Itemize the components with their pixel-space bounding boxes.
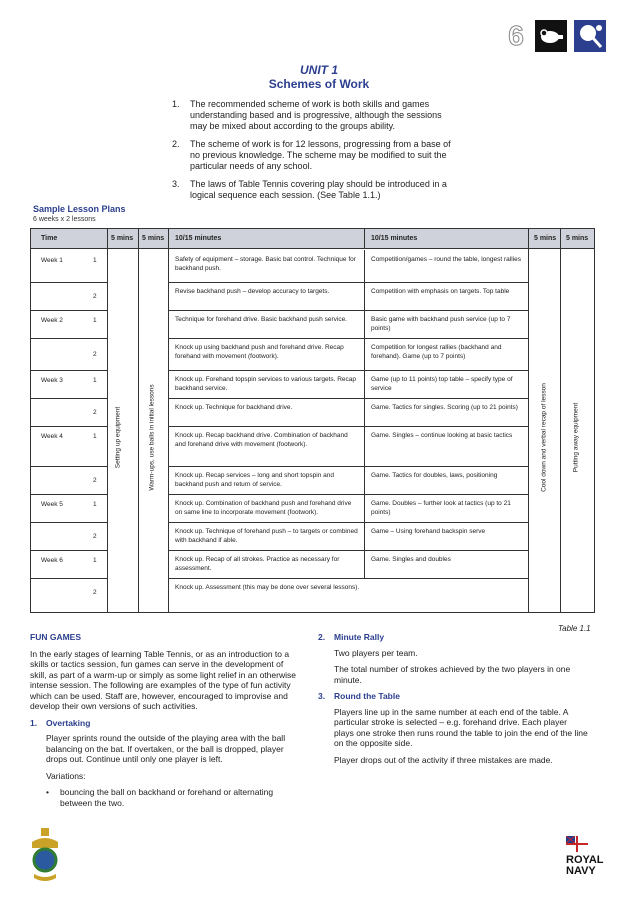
lesson-number: 1	[93, 377, 97, 384]
intro-item	[172, 99, 457, 132]
table-row	[31, 578, 594, 606]
activity-a-cell: Safety of equipment – storage. Basic bat control. Technique for backhand push.	[175, 256, 356, 272]
column-divider	[364, 522, 365, 550]
lesson-number: 2	[93, 351, 97, 358]
game-minute-rally-text: Two players per team.	[334, 647, 418, 658]
game-overtaking-heading	[30, 718, 300, 729]
activity-a-cell: Revise backhand push – develop accuracy to targets.	[175, 288, 330, 295]
week-label: Week 4	[41, 433, 63, 440]
activity-b-cell: Game. Tactics for singles. Scoring (up to 21 points)	[371, 404, 518, 411]
lesson-number: 1	[93, 257, 97, 264]
activity-b-cell: Game. Singles and doubles	[371, 556, 451, 563]
table-row	[31, 338, 594, 370]
table-row	[31, 550, 594, 578]
lesson-number: 2	[93, 409, 97, 416]
column-divider	[364, 282, 365, 310]
lesson-number: 2	[93, 589, 97, 596]
activity-b-cell: Game (up to 11 points) top table – specify type of service	[371, 376, 513, 392]
header-5mins-setup: 5 mins	[111, 235, 134, 242]
brand-line: ROYAL	[566, 854, 604, 866]
table-row	[31, 494, 594, 522]
unit-title: UNIT 1	[299, 63, 338, 77]
week-label: Week 3	[41, 377, 63, 384]
column-divider	[364, 550, 365, 578]
warmups-label: Warm-ups, use balls in initial lessons	[148, 384, 156, 491]
lesson-number: 1	[93, 433, 97, 440]
paddle-ball-icon	[574, 20, 606, 52]
activity-b-cell: Game. Doubles – further look at tactics (up to 21 points)	[371, 500, 511, 516]
intro-item-text: The scheme of work is for 12 lessons, progressing from a base of no previous knowledge. The scheme may be modified to suit the particular needs of any school.	[190, 139, 451, 171]
week-label: Week 2	[41, 317, 63, 324]
intro-item-text: The laws of Table Tennis covering play should be introduced in a logical sequence each session. (See Table 1.1.)	[190, 179, 447, 200]
lesson-number: 2	[93, 533, 97, 540]
activity-a-cell: Knock up. Recap of all strokes. Practice as necessary for assessment.	[175, 556, 340, 572]
activity-a-cell: Knock up using backhand push and forehand drive. Recap forehand with movement (footwork).	[175, 344, 344, 360]
intro-item-text: The recommended scheme of work is both skills and games understanding based and is progressive, although the sessions may be mixed about according to the groups ability.	[190, 99, 442, 131]
cool-down-label: Cool down and verbal recap of lesson	[540, 383, 548, 492]
game-round-table-text: Players line up in the same number at each end of the table. A particular stroke is selected – e.g. forehand drive. Each player plays one stroke then runs round the table to join the end of the line on the opposite side.	[334, 706, 588, 748]
column-divider	[364, 370, 365, 398]
game-title: Round the Table	[334, 691, 400, 701]
page-number: 6	[508, 20, 524, 51]
activity-b-cell: Competition with emphasis on targets. Top table	[371, 288, 510, 295]
lesson-number: 1	[93, 501, 97, 508]
table-tennis-logo-icon	[535, 20, 567, 52]
fun-games-right-column	[318, 632, 588, 771]
column-divider	[364, 494, 365, 522]
header-5mins-cooldown: 5 mins	[534, 235, 557, 242]
sample-subtitle: 6 weeks x 2 lessons	[33, 216, 96, 223]
table-row	[31, 310, 594, 338]
activity-a-cell: Knock up. Assessment (this may be done over several lessons).	[175, 584, 360, 591]
table-row	[31, 426, 594, 466]
putting-away-label: Putting away equipment	[572, 402, 580, 473]
sample-title: Sample Lesson Plans	[33, 204, 126, 214]
column-divider	[364, 310, 365, 338]
table-header-row	[31, 229, 594, 249]
variations-label: Variations:	[46, 770, 86, 781]
fun-games-intro: In the early stages of learning Table Tennis, or as an introduction to a skills or tactics session, fun games can serve in the development of skill, as part of a warm-up or simply as some light relief in an otherwise intense session. The following are examples of the type of fun activity which can be used. Staff are, however, encouraged to improvise and develop their own versions of such activities.	[30, 648, 296, 711]
activity-b-cell: Game. Singles – continue looking at basic tactics	[371, 432, 513, 439]
setting-up-equipment-label: Setting up equipment	[114, 406, 122, 469]
table-row	[31, 466, 594, 494]
lesson-number: 2	[93, 477, 97, 484]
unit-subtitle: Schemes of Work	[268, 77, 370, 91]
table-row	[31, 522, 594, 550]
column-divider	[364, 250, 365, 282]
intro-item	[172, 139, 457, 172]
header-activity-a: 10/15 minutes	[175, 235, 222, 242]
lesson-number: 2	[93, 293, 97, 300]
activity-a-cell: Knock up. Recap services – long and short topspin and backhand push and return of service.	[175, 472, 334, 488]
column-divider	[364, 338, 365, 370]
game-number: 1.	[30, 717, 38, 728]
activity-b-cell: Basic game with backhand push service (up to 7 points)	[371, 316, 511, 332]
header-activity-b: 10/15 minutes	[371, 235, 418, 242]
header-time: Time	[41, 235, 58, 242]
lesson-number: 1	[93, 317, 97, 324]
union-flag-icon	[566, 836, 588, 852]
table-caption: Table 1.1	[558, 624, 591, 633]
intro-item	[172, 179, 457, 201]
lesson-number: 1	[93, 557, 97, 564]
game-overtaking-text: Player sprints round the outside of the playing area with the ball balancing on the bat. If overtaken, or the ball is dropped, player drops out. Continue until only one player is left.	[46, 733, 286, 764]
week-label: Week 6	[41, 557, 63, 564]
brand-line: NAVY	[566, 865, 596, 877]
game-title: Overtaking	[46, 717, 91, 728]
activity-a-cell: Knock up. Recap backhand drive. Combination of backhand and forehand drive with movement (footwork).	[175, 432, 348, 448]
fun-games-heading: FUN GAMES	[30, 632, 81, 642]
week-label: Week 5	[41, 501, 63, 508]
table-row	[31, 370, 594, 398]
game-round-table-text: Player drops out of the activity if three mistakes are made.	[334, 754, 553, 765]
column-divider	[364, 466, 365, 494]
game-round-table-heading	[318, 691, 588, 702]
header-5mins-warmup: 5 mins	[142, 235, 165, 242]
activity-a-cell: Knock up. Combination of backhand push and forehand drive on same line to incorporate movement (footwork).	[175, 500, 352, 516]
activity-a-cell: Knock up. Forehand topspin services to various targets. Recap backhand service.	[175, 376, 357, 392]
game-number: 3.	[318, 691, 326, 701]
table-row	[31, 250, 594, 282]
column-divider	[364, 229, 365, 249]
royal-marines-crest-icon	[28, 828, 62, 884]
intro-item-number: 3.	[172, 179, 180, 189]
table-row	[31, 398, 594, 426]
royal-navy-wordmark	[566, 855, 606, 877]
activity-a-cell: Knock up. Technique of forehand push – to targets or combined with backhand if able.	[175, 528, 358, 544]
activity-a-cell: Technique for forehand drive. Basic backhand push service.	[175, 316, 347, 323]
table-row	[31, 282, 594, 310]
intro-item-number: 1.	[172, 99, 180, 109]
game-minute-rally-heading	[318, 632, 588, 643]
activity-b-cell: Competition/games – round the table, longest rallies	[371, 256, 521, 263]
column-divider	[364, 398, 365, 426]
variation-bullet: • bouncing the ball on backhand or forehand or alternating between the two.	[30, 787, 300, 808]
game-title: Minute Rally	[334, 632, 385, 642]
week-label: Week 1	[41, 257, 63, 264]
intro-item-number: 2.	[172, 139, 180, 149]
game-number: 2.	[318, 632, 326, 642]
game-minute-rally-text: The total number of strokes achieved by the two players in one minute.	[334, 664, 571, 685]
intro-list	[172, 99, 457, 208]
column-divider	[364, 426, 365, 466]
activity-b-cell: Competition for longest rallies (backhand and forehand). Game (up to 7 points)	[371, 344, 502, 360]
activity-a-cell: Knock up. Technique for backhand drive.	[175, 404, 293, 411]
lesson-plan-table	[30, 228, 595, 613]
activity-b-cell: Game. Tactics for doubles, laws, positioning	[371, 472, 498, 479]
fun-games-left-column	[30, 632, 300, 814]
header-5mins-putaway: 5 mins	[566, 235, 589, 242]
activity-b-cell: Game – Using forehand backspin serve	[371, 528, 486, 535]
